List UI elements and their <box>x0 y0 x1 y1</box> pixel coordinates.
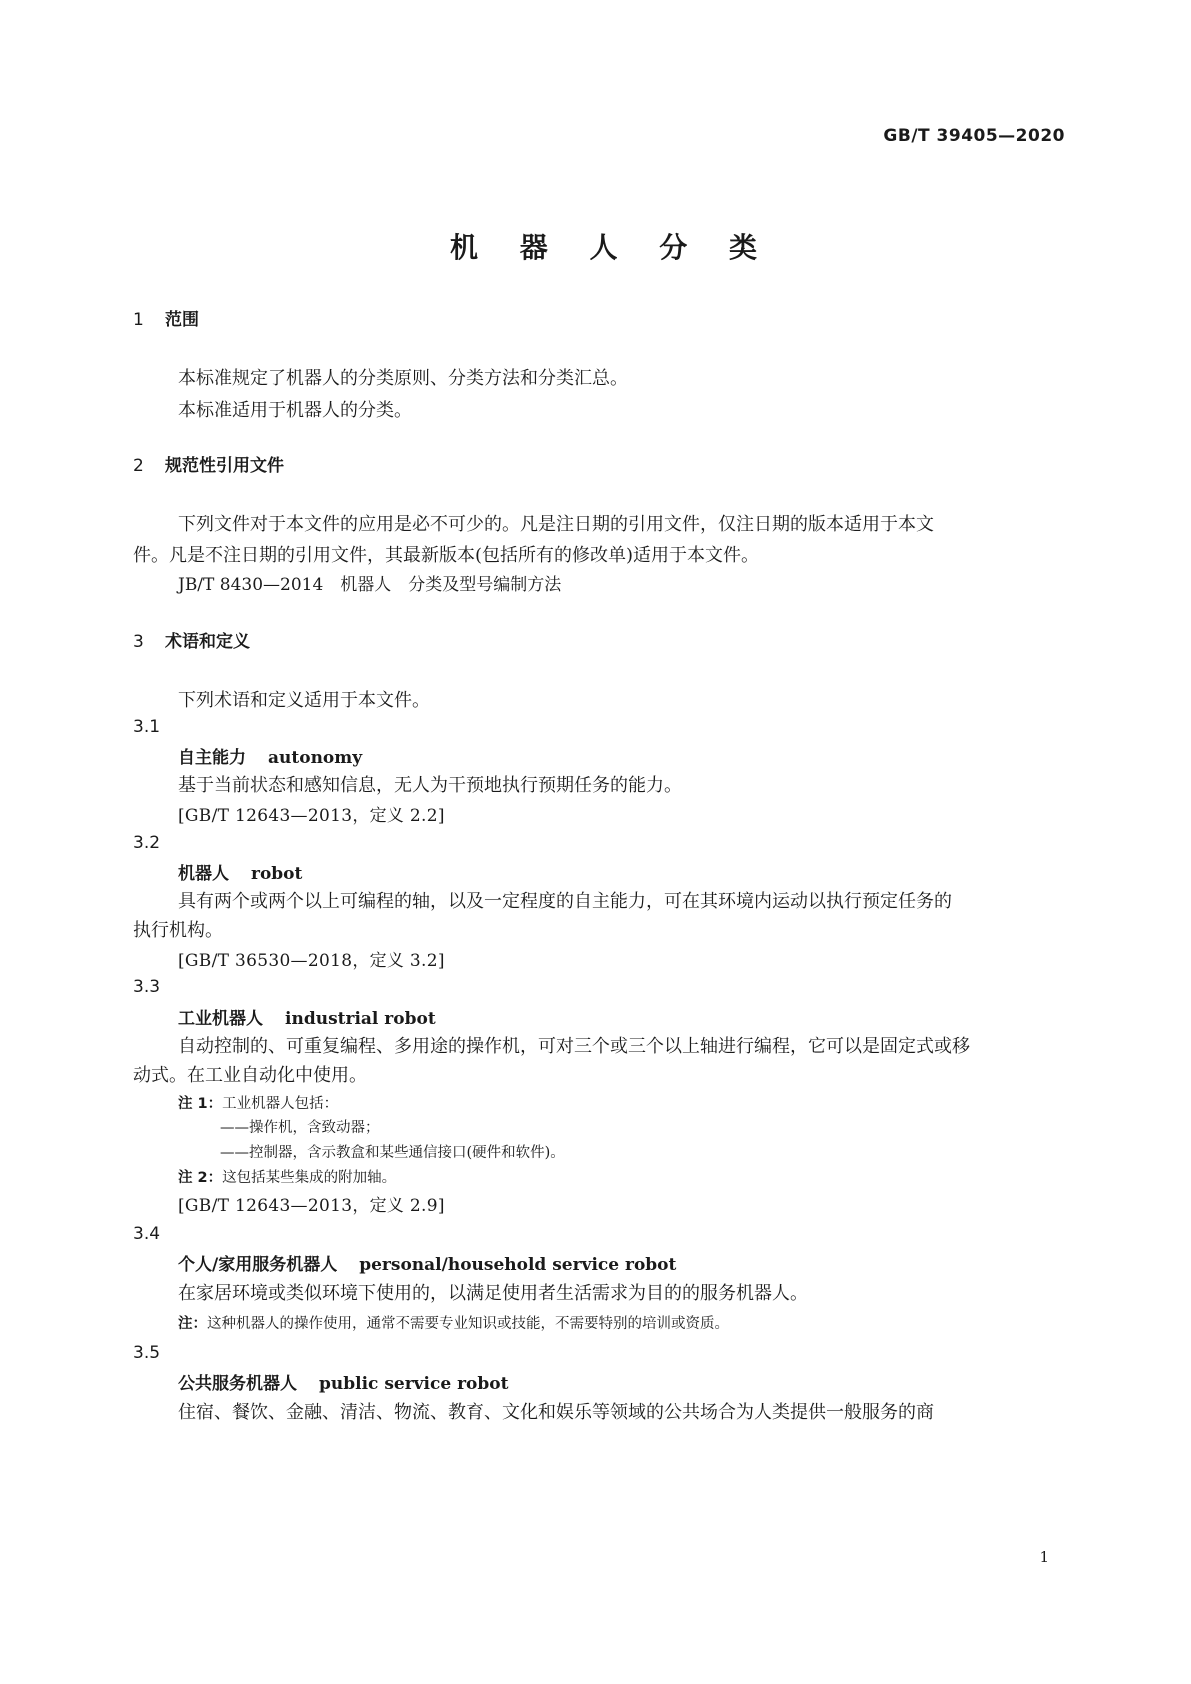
document-title: 机 器 人 分 类 <box>450 231 773 264</box>
term-definition: 在家居环境或类似环境下使用的，以满足使用者生活需求为目的的服务机器人。 <box>178 1283 808 1304</box>
term-en: autonomy <box>268 748 363 768</box>
term-zh: 个人/家用服务机器人 <box>178 1255 338 1275</box>
section-1-heading <box>133 305 199 330</box>
term-number: 3.3 <box>133 977 161 997</box>
term-en: public service robot <box>319 1374 509 1394</box>
term-definition-line-1: 具有两个或两个以上可编程的轴，以及一定程度的自主能力，可在其环境内运动以执行预定任务的 <box>178 891 952 912</box>
terms-intro: 下列术语和定义适用于本文件。 <box>178 690 430 711</box>
scope-para-1: 本标准规定了机器人的分类原则、分类方法和分类汇总。 <box>178 368 628 389</box>
term-note-1-item-a: ——操作机，含致动器； <box>220 1120 380 1136</box>
page-number: 1 <box>1039 1548 1049 1566</box>
term-definition-line-2: 动式。在工业自动化中使用。 <box>133 1065 367 1086</box>
note-text: 工业机器人包括： <box>222 1096 339 1112</box>
term-name <box>178 859 302 884</box>
section-title: 规范性引用文件 <box>165 456 284 476</box>
term-note-1 <box>178 1092 338 1113</box>
term-source: [GB/T 12643—2013，定义 2.2] <box>178 806 445 826</box>
term-number: 3.1 <box>133 717 161 737</box>
term-note-1-item-b: ——控制器，含示教盒和某些通信接口(硬件和软件)。 <box>220 1145 565 1161</box>
term-number: 3.5 <box>133 1343 161 1363</box>
scope-para-2: 本标准适用于机器人的分类。 <box>178 400 412 421</box>
term-number: 3.2 <box>133 833 161 853</box>
section-2-heading <box>133 451 284 476</box>
note-label: 注 2： <box>178 1170 223 1186</box>
normative-para-line-1: 下列文件对于本文件的应用是必不可少的。凡是注日期的引用文件，仅注日期的版本适用于本文 <box>178 514 934 535</box>
term-name <box>178 1004 436 1029</box>
section-title: 范围 <box>165 310 199 330</box>
term-zh: 自主能力 <box>178 748 246 768</box>
term-definition-line-1: 住宿、餐饮、金融、清洁、物流、教育、文化和娱乐等领域的公共场合为人类提供一般服务的商 <box>178 1402 934 1423</box>
section-number: 3 <box>133 632 144 652</box>
term-en: robot <box>251 864 303 884</box>
term-definition-line-1: 自动控制的、可重复编程、多用途的操作机，可对三个或三个以上轴进行编程，它可以是固定式或移 <box>178 1036 970 1057</box>
term-note <box>178 1312 729 1333</box>
term-zh: 工业机器人 <box>178 1009 263 1029</box>
normative-reference: JB/T 8430—2014 机器人 分类及型号编制方法 <box>178 575 562 595</box>
standard-code: GB/T 39405—2020 <box>883 126 1065 146</box>
term-name <box>178 743 362 768</box>
note-label: 注 1： <box>178 1096 223 1112</box>
term-zh: 机器人 <box>178 864 229 884</box>
term-note-2 <box>178 1166 396 1187</box>
term-en: industrial robot <box>285 1009 436 1029</box>
section-title: 术语和定义 <box>165 632 250 652</box>
term-definition: 基于当前状态和感知信息，无人为干预地执行预期任务的能力。 <box>178 775 682 796</box>
term-name <box>178 1250 676 1275</box>
term-number: 3.4 <box>133 1224 161 1244</box>
term-name <box>178 1369 508 1394</box>
term-source: [GB/T 12643—2013，定义 2.9] <box>178 1196 445 1216</box>
section-number: 1 <box>133 310 144 330</box>
term-zh: 公共服务机器人 <box>178 1374 297 1394</box>
section-number: 2 <box>133 456 144 476</box>
normative-para-line-2: 件。凡是不注日期的引用文件，其最新版本(包括所有的修改单)适用于本文件。 <box>133 545 760 566</box>
note-text: 这包括某些集成的附加轴。 <box>222 1170 397 1186</box>
section-3-heading <box>133 627 250 652</box>
note-label: 注： <box>178 1316 207 1332</box>
term-definition-line-2: 执行机构。 <box>133 920 223 941</box>
term-source: [GB/T 36530—2018，定义 3.2] <box>178 951 445 971</box>
note-text: 这种机器人的操作使用，通常不需要专业知识或技能，不需要特别的培训或资质。 <box>207 1316 729 1332</box>
term-en: personal/household service robot <box>359 1255 677 1275</box>
